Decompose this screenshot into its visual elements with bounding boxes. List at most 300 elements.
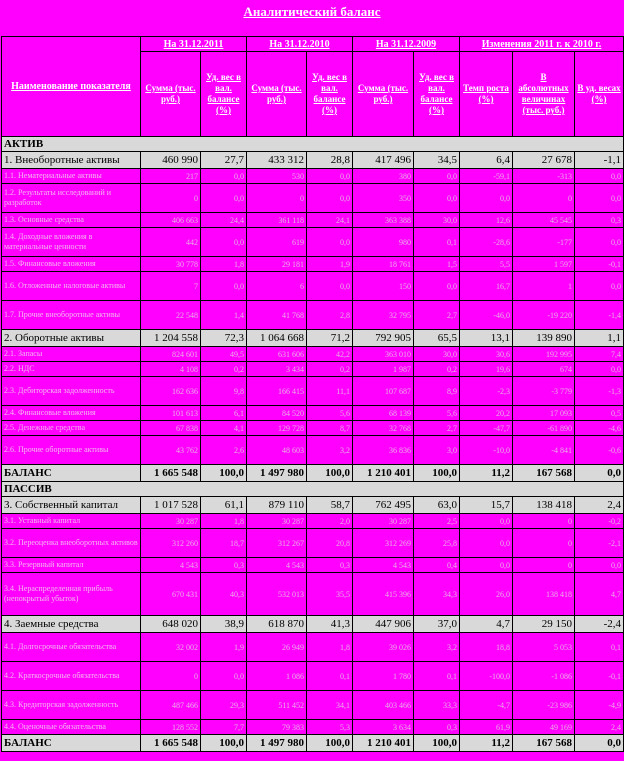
value-cell: 42,2 (307, 347, 353, 362)
value-cell: 4 108 (141, 362, 201, 377)
value-cell: 2,0 (307, 514, 353, 529)
value-cell: 1,4 (201, 301, 247, 330)
value-cell: 100,0 (414, 465, 460, 482)
table-row (2, 573, 624, 616)
value-cell: 1 204 558 (141, 330, 201, 347)
value-cell: 139 890 (513, 330, 575, 347)
table-row (2, 436, 624, 465)
table-row (2, 257, 624, 272)
value-cell: 34,1 (307, 691, 353, 720)
value-cell: 1 (513, 272, 575, 301)
value-cell: 0,0 (575, 735, 624, 752)
value-cell: 1 665 548 (141, 735, 201, 752)
value-cell: -4,6 (575, 421, 624, 436)
value-cell: 43 762 (141, 436, 201, 465)
value-cell: 41 768 (247, 301, 307, 330)
value-cell: 18 761 (353, 257, 414, 272)
value-cell: 0,1 (575, 633, 624, 662)
value-cell: 49 169 (513, 720, 575, 735)
sum-header-2009: Сумма (тыс. руб.) (353, 52, 414, 137)
table-row (2, 228, 624, 257)
value-cell: 7,7 (201, 720, 247, 735)
value-cell: 1 497 980 (247, 465, 307, 482)
value-cell: -4,7 (460, 691, 513, 720)
value-cell: 30,0 (414, 213, 460, 228)
value-cell: 380 (353, 169, 414, 184)
value-cell: 0,0 (414, 272, 460, 301)
share-change-header: В уд. весах (%) (575, 52, 624, 137)
table-row (2, 169, 624, 184)
value-cell: 24,4 (201, 213, 247, 228)
row-label: 3.2. Переоценка внеоборотных активов (2, 529, 141, 558)
row-label: 1.4. Доходные вложения в материальные ценности (2, 228, 141, 257)
value-cell: 1 987 (353, 362, 414, 377)
value-cell: 32 795 (353, 301, 414, 330)
value-cell: 2,4 (575, 720, 624, 735)
balance-total-row (2, 735, 624, 752)
value-cell: -0,1 (575, 662, 624, 691)
value-cell: 879 110 (247, 497, 307, 514)
value-cell: 670 431 (141, 573, 201, 616)
value-cell: 1 665 548 (141, 465, 201, 482)
value-cell: 0,1 (307, 662, 353, 691)
value-cell: 217 (141, 169, 201, 184)
value-cell: 128 552 (141, 720, 201, 735)
value-cell: 107 687 (353, 377, 414, 406)
table-row (2, 720, 624, 735)
value-cell: 1 597 (513, 257, 575, 272)
value-cell: 0,5 (575, 406, 624, 421)
value-cell: 4,1 (201, 421, 247, 436)
row-label: 4. Заемные средства (2, 616, 141, 633)
value-cell: 5 053 (513, 633, 575, 662)
value-cell: -10,0 (460, 436, 513, 465)
value-cell: -59,1 (460, 169, 513, 184)
value-cell: -177 (513, 228, 575, 257)
value-cell: 32 768 (353, 421, 414, 436)
sum-header-2011: Сумма (тыс. руб.) (141, 52, 201, 137)
value-cell: -313 (513, 169, 575, 184)
value-cell: 0,0 (460, 514, 513, 529)
value-cell: 1,8 (307, 633, 353, 662)
row-label: 2.5. Денежные средства (2, 421, 141, 436)
value-cell: 15,7 (460, 497, 513, 514)
value-cell: 0,0 (201, 272, 247, 301)
row-label: 4.4. Оценочные обязательства (2, 720, 141, 735)
value-cell: 37,0 (414, 616, 460, 633)
row-label: 3. Собственный капитал (2, 497, 141, 514)
value-cell: 0,0 (307, 272, 353, 301)
value-cell: 167 568 (513, 735, 575, 752)
row-label: БАЛАНС (2, 735, 141, 752)
value-cell: 27,7 (201, 152, 247, 169)
value-cell: 824 601 (141, 347, 201, 362)
value-cell: -2,3 (460, 377, 513, 406)
value-cell: -2,1 (575, 529, 624, 558)
value-cell: 2,8 (307, 301, 353, 330)
value-cell: 1 210 401 (353, 735, 414, 752)
value-cell: 167 568 (513, 465, 575, 482)
value-cell: 415 396 (353, 573, 414, 616)
value-cell: 41,3 (307, 616, 353, 633)
row-label: 1.7. Прочие внеоборотные активы (2, 301, 141, 330)
group-row (2, 616, 624, 633)
value-cell: 4 543 (141, 558, 201, 573)
table-row (2, 184, 624, 213)
value-cell: 30,6 (460, 347, 513, 362)
value-cell: 8,7 (307, 421, 353, 436)
value-cell: 100,0 (307, 465, 353, 482)
value-cell: 0,0 (575, 362, 624, 377)
value-cell: 40,3 (201, 573, 247, 616)
value-cell: 34,5 (414, 152, 460, 169)
value-cell: 0,0 (201, 184, 247, 213)
value-cell: 79 383 (247, 720, 307, 735)
row-label: 2.1. Запасы (2, 347, 141, 362)
value-cell: -0,2 (575, 514, 624, 529)
value-cell: 0 (513, 184, 575, 213)
value-cell: -28,6 (460, 228, 513, 257)
row-label: 4.2. Краткосрочные обязательства (2, 662, 141, 691)
row-label: 3.4. Нераспределенная прибыль (непокрытый убыток) (2, 573, 141, 616)
value-cell: 2,6 (201, 436, 247, 465)
value-cell: 27 678 (513, 152, 575, 169)
sum-header-2010: Сумма (тыс. руб.) (247, 52, 307, 137)
row-label: 4.3. Кредиторская задолженность (2, 691, 141, 720)
table-row (2, 347, 624, 362)
table-row (2, 272, 624, 301)
value-cell: 6,4 (460, 152, 513, 169)
value-cell: 8,9 (414, 377, 460, 406)
row-label: 2.6. Прочие оборотные активы (2, 436, 141, 465)
value-cell: 433 312 (247, 152, 307, 169)
value-cell: 30 287 (247, 514, 307, 529)
value-cell: 0,0 (201, 228, 247, 257)
value-cell: 20,8 (307, 529, 353, 558)
value-cell: 28,8 (307, 152, 353, 169)
share-header-2010: Уд. вес в вал. балансе (%) (307, 52, 353, 137)
row-label: 1.1. Нематериальные активы (2, 169, 141, 184)
row-label: 1.6. Отложенные налоговые активы (2, 272, 141, 301)
value-cell: 166 415 (247, 377, 307, 406)
value-cell: 1 086 (247, 662, 307, 691)
value-cell: 0,2 (414, 362, 460, 377)
value-cell: 447 906 (353, 616, 414, 633)
table-row (2, 691, 624, 720)
row-label: 1. Внеоборотные активы (2, 152, 141, 169)
value-cell: 0,0 (575, 465, 624, 482)
value-cell: 5,5 (460, 257, 513, 272)
value-cell: 361 118 (247, 213, 307, 228)
table-row (2, 558, 624, 573)
value-cell: 0 (513, 514, 575, 529)
value-cell: 0,0 (414, 169, 460, 184)
value-cell: 0,0 (460, 184, 513, 213)
value-cell: 619 (247, 228, 307, 257)
value-cell: 67 838 (141, 421, 201, 436)
row-label: 2. Оборотные активы (2, 330, 141, 347)
group-row (2, 330, 624, 347)
value-cell: -1,1 (575, 152, 624, 169)
value-cell: 100,0 (201, 465, 247, 482)
value-cell: 0,0 (460, 529, 513, 558)
row-label: 4.1. Долгосрочные обязательства (2, 633, 141, 662)
value-cell: 0 (141, 184, 201, 213)
value-cell: -2,4 (575, 616, 624, 633)
value-cell: 0,1 (414, 662, 460, 691)
share-header-2009: Уд. вес в вал. балансе (%) (414, 52, 460, 137)
value-cell: 22 548 (141, 301, 201, 330)
value-cell: 4,7 (575, 573, 624, 616)
value-cell: 1,9 (201, 633, 247, 662)
value-cell: 101 613 (141, 406, 201, 421)
row-label: 1.2. Результаты исследований и разработок (2, 184, 141, 213)
value-cell: 0 (141, 662, 201, 691)
value-cell: 363 388 (353, 213, 414, 228)
value-cell: 45 545 (513, 213, 575, 228)
section-row-liability (2, 482, 624, 497)
period-header-2011: На 31.12.2011 (141, 37, 247, 52)
value-cell: 312 267 (247, 529, 307, 558)
value-cell: 26 949 (247, 633, 307, 662)
value-cell: 38,9 (201, 616, 247, 633)
value-cell: 0,0 (575, 558, 624, 573)
value-cell: 30,0 (414, 347, 460, 362)
section-label: АКТИВ (2, 137, 624, 152)
value-cell: 0,3 (575, 213, 624, 228)
value-cell: 1 210 401 (353, 465, 414, 482)
value-cell: 460 990 (141, 152, 201, 169)
row-label: 2.2. НДС (2, 362, 141, 377)
value-cell: 3 634 (353, 720, 414, 735)
section-label: ПАССИВ (2, 482, 624, 497)
value-cell: 631 606 (247, 347, 307, 362)
value-cell: 61,9 (460, 720, 513, 735)
value-cell: 18,7 (201, 529, 247, 558)
value-cell: 3,2 (414, 633, 460, 662)
value-cell: 0,0 (307, 228, 353, 257)
value-cell: 162 636 (141, 377, 201, 406)
value-cell: 0,0 (414, 184, 460, 213)
value-cell: 9,8 (201, 377, 247, 406)
value-cell: -4 841 (513, 436, 575, 465)
table-row (2, 406, 624, 421)
value-cell: 129 728 (247, 421, 307, 436)
value-cell: 618 870 (247, 616, 307, 633)
value-cell: 1,8 (201, 514, 247, 529)
value-cell: 648 020 (141, 616, 201, 633)
value-cell: 0,0 (307, 169, 353, 184)
value-cell: 3,2 (307, 436, 353, 465)
table-row (2, 362, 624, 377)
value-cell: 442 (141, 228, 201, 257)
value-cell: 34,3 (414, 573, 460, 616)
table-row (2, 514, 624, 529)
value-cell: 71,2 (307, 330, 353, 347)
value-cell: 1,5 (414, 257, 460, 272)
value-cell: 6 (247, 272, 307, 301)
value-cell: 65,5 (414, 330, 460, 347)
value-cell: 1 497 980 (247, 735, 307, 752)
value-cell: 0,0 (575, 169, 624, 184)
value-cell: 61,1 (201, 497, 247, 514)
row-label: 3.3. Резервный капитал (2, 558, 141, 573)
value-cell: 2,7 (414, 421, 460, 436)
value-cell: 3 434 (247, 362, 307, 377)
growth-header: Темп роста (%) (460, 52, 513, 137)
value-cell: 6,1 (201, 406, 247, 421)
change-group-header: Изменения 2011 г. к 2010 г. (460, 37, 624, 52)
value-cell: 417 496 (353, 152, 414, 169)
section-row-asset (2, 137, 624, 152)
value-cell: -3 779 (513, 377, 575, 406)
group-row (2, 497, 624, 514)
value-cell: 30 287 (353, 514, 414, 529)
value-cell: 0,2 (201, 362, 247, 377)
value-cell: 0,4 (414, 558, 460, 573)
value-cell: 11,1 (307, 377, 353, 406)
value-cell: 530 (247, 169, 307, 184)
value-cell: -61 890 (513, 421, 575, 436)
value-cell: 0,0 (575, 272, 624, 301)
value-cell: 0 (513, 558, 575, 573)
abs-change-header: В абсолютных величинах (тыс. руб.) (513, 52, 575, 137)
table-row (2, 301, 624, 330)
value-cell: 2,4 (575, 497, 624, 514)
value-cell: 63,0 (414, 497, 460, 514)
value-cell: -47,7 (460, 421, 513, 436)
value-cell: 30 287 (141, 514, 201, 529)
value-cell: -23 986 (513, 691, 575, 720)
value-cell: 100,0 (414, 735, 460, 752)
value-cell: 12,6 (460, 213, 513, 228)
value-cell: 11,2 (460, 735, 513, 752)
period-header-2010: На 31.12.2010 (247, 37, 353, 52)
value-cell: 406 663 (141, 213, 201, 228)
value-cell: 138 418 (513, 573, 575, 616)
value-cell: 39 026 (353, 633, 414, 662)
value-cell: 0,0 (575, 228, 624, 257)
value-cell: 0,0 (201, 662, 247, 691)
row-label: 2.4. Финансовые вложения (2, 406, 141, 421)
value-cell: 7 (141, 272, 201, 301)
value-cell: 20,2 (460, 406, 513, 421)
value-cell: 36 836 (353, 436, 414, 465)
value-cell: 26,0 (460, 573, 513, 616)
value-cell: -19 220 (513, 301, 575, 330)
value-cell: 312 260 (141, 529, 201, 558)
value-cell: 1,9 (307, 257, 353, 272)
value-cell: 0 (513, 529, 575, 558)
value-cell: -46,0 (460, 301, 513, 330)
name-column-header: Наименование показателя (2, 37, 141, 137)
table-row (2, 213, 624, 228)
value-cell: 18,8 (460, 633, 513, 662)
value-cell: -1,3 (575, 377, 624, 406)
value-cell: 7,4 (575, 347, 624, 362)
value-cell: 0,3 (414, 720, 460, 735)
value-cell: 25,8 (414, 529, 460, 558)
period-header-2009: На 31.12.2009 (353, 37, 460, 52)
value-cell: 29 150 (513, 616, 575, 633)
value-cell: -4,9 (575, 691, 624, 720)
value-cell: 84 520 (247, 406, 307, 421)
value-cell: 1,8 (201, 257, 247, 272)
row-label: БАЛАНС (2, 465, 141, 482)
table-row (2, 421, 624, 436)
value-cell: 11,2 (460, 465, 513, 482)
value-cell: 16,7 (460, 272, 513, 301)
value-cell: 403 466 (353, 691, 414, 720)
balance-total-row (2, 465, 624, 482)
row-label: 2.3. Дебиторская задолженность (2, 377, 141, 406)
value-cell: 4 543 (247, 558, 307, 573)
value-cell: 312 269 (353, 529, 414, 558)
value-cell: 32 002 (141, 633, 201, 662)
value-cell: -0,1 (575, 257, 624, 272)
value-cell: 19,6 (460, 362, 513, 377)
value-cell: 350 (353, 184, 414, 213)
value-cell: 0,0 (201, 169, 247, 184)
value-cell: 1 017 528 (141, 497, 201, 514)
value-cell: 58,7 (307, 497, 353, 514)
value-cell: 3,0 (414, 436, 460, 465)
value-cell: 68 139 (353, 406, 414, 421)
value-cell: 100,0 (201, 735, 247, 752)
value-cell: 1,1 (575, 330, 624, 347)
value-cell: 48 603 (247, 436, 307, 465)
value-cell: 792 905 (353, 330, 414, 347)
value-cell: 5,6 (414, 406, 460, 421)
value-cell: 35,5 (307, 573, 353, 616)
value-cell: 487 466 (141, 691, 201, 720)
value-cell: 192 995 (513, 347, 575, 362)
value-cell: 0,2 (307, 362, 353, 377)
value-cell: 72,3 (201, 330, 247, 347)
value-cell: 4,7 (460, 616, 513, 633)
value-cell: 2,5 (414, 514, 460, 529)
value-cell: 674 (513, 362, 575, 377)
value-cell: 762 495 (353, 497, 414, 514)
value-cell: -1,4 (575, 301, 624, 330)
page-title: Аналитический баланс (243, 4, 381, 19)
value-cell: 1 780 (353, 662, 414, 691)
value-cell: 0,3 (201, 558, 247, 573)
value-cell: 33,3 (414, 691, 460, 720)
value-cell: 0,0 (460, 558, 513, 573)
row-label: 1.5. Финансовые вложения (2, 257, 141, 272)
value-cell: 2,7 (414, 301, 460, 330)
value-cell: 0,1 (414, 228, 460, 257)
value-cell: 1 064 668 (247, 330, 307, 347)
value-cell: 980 (353, 228, 414, 257)
value-cell: 0 (247, 184, 307, 213)
share-header-2011: Уд. вес в вал. балансе (%) (201, 52, 247, 137)
value-cell: 30 778 (141, 257, 201, 272)
value-cell: 5,6 (307, 406, 353, 421)
table-row (2, 529, 624, 558)
value-cell: -100,0 (460, 662, 513, 691)
value-cell: 4 543 (353, 558, 414, 573)
value-cell: 0,3 (307, 558, 353, 573)
table-row (2, 662, 624, 691)
value-cell: 24,1 (307, 213, 353, 228)
row-label: 1.3. Основные средства (2, 213, 141, 228)
value-cell: 0,0 (575, 184, 624, 213)
value-cell: 5,3 (307, 720, 353, 735)
value-cell: 100,0 (307, 735, 353, 752)
value-cell: 363 010 (353, 347, 414, 362)
